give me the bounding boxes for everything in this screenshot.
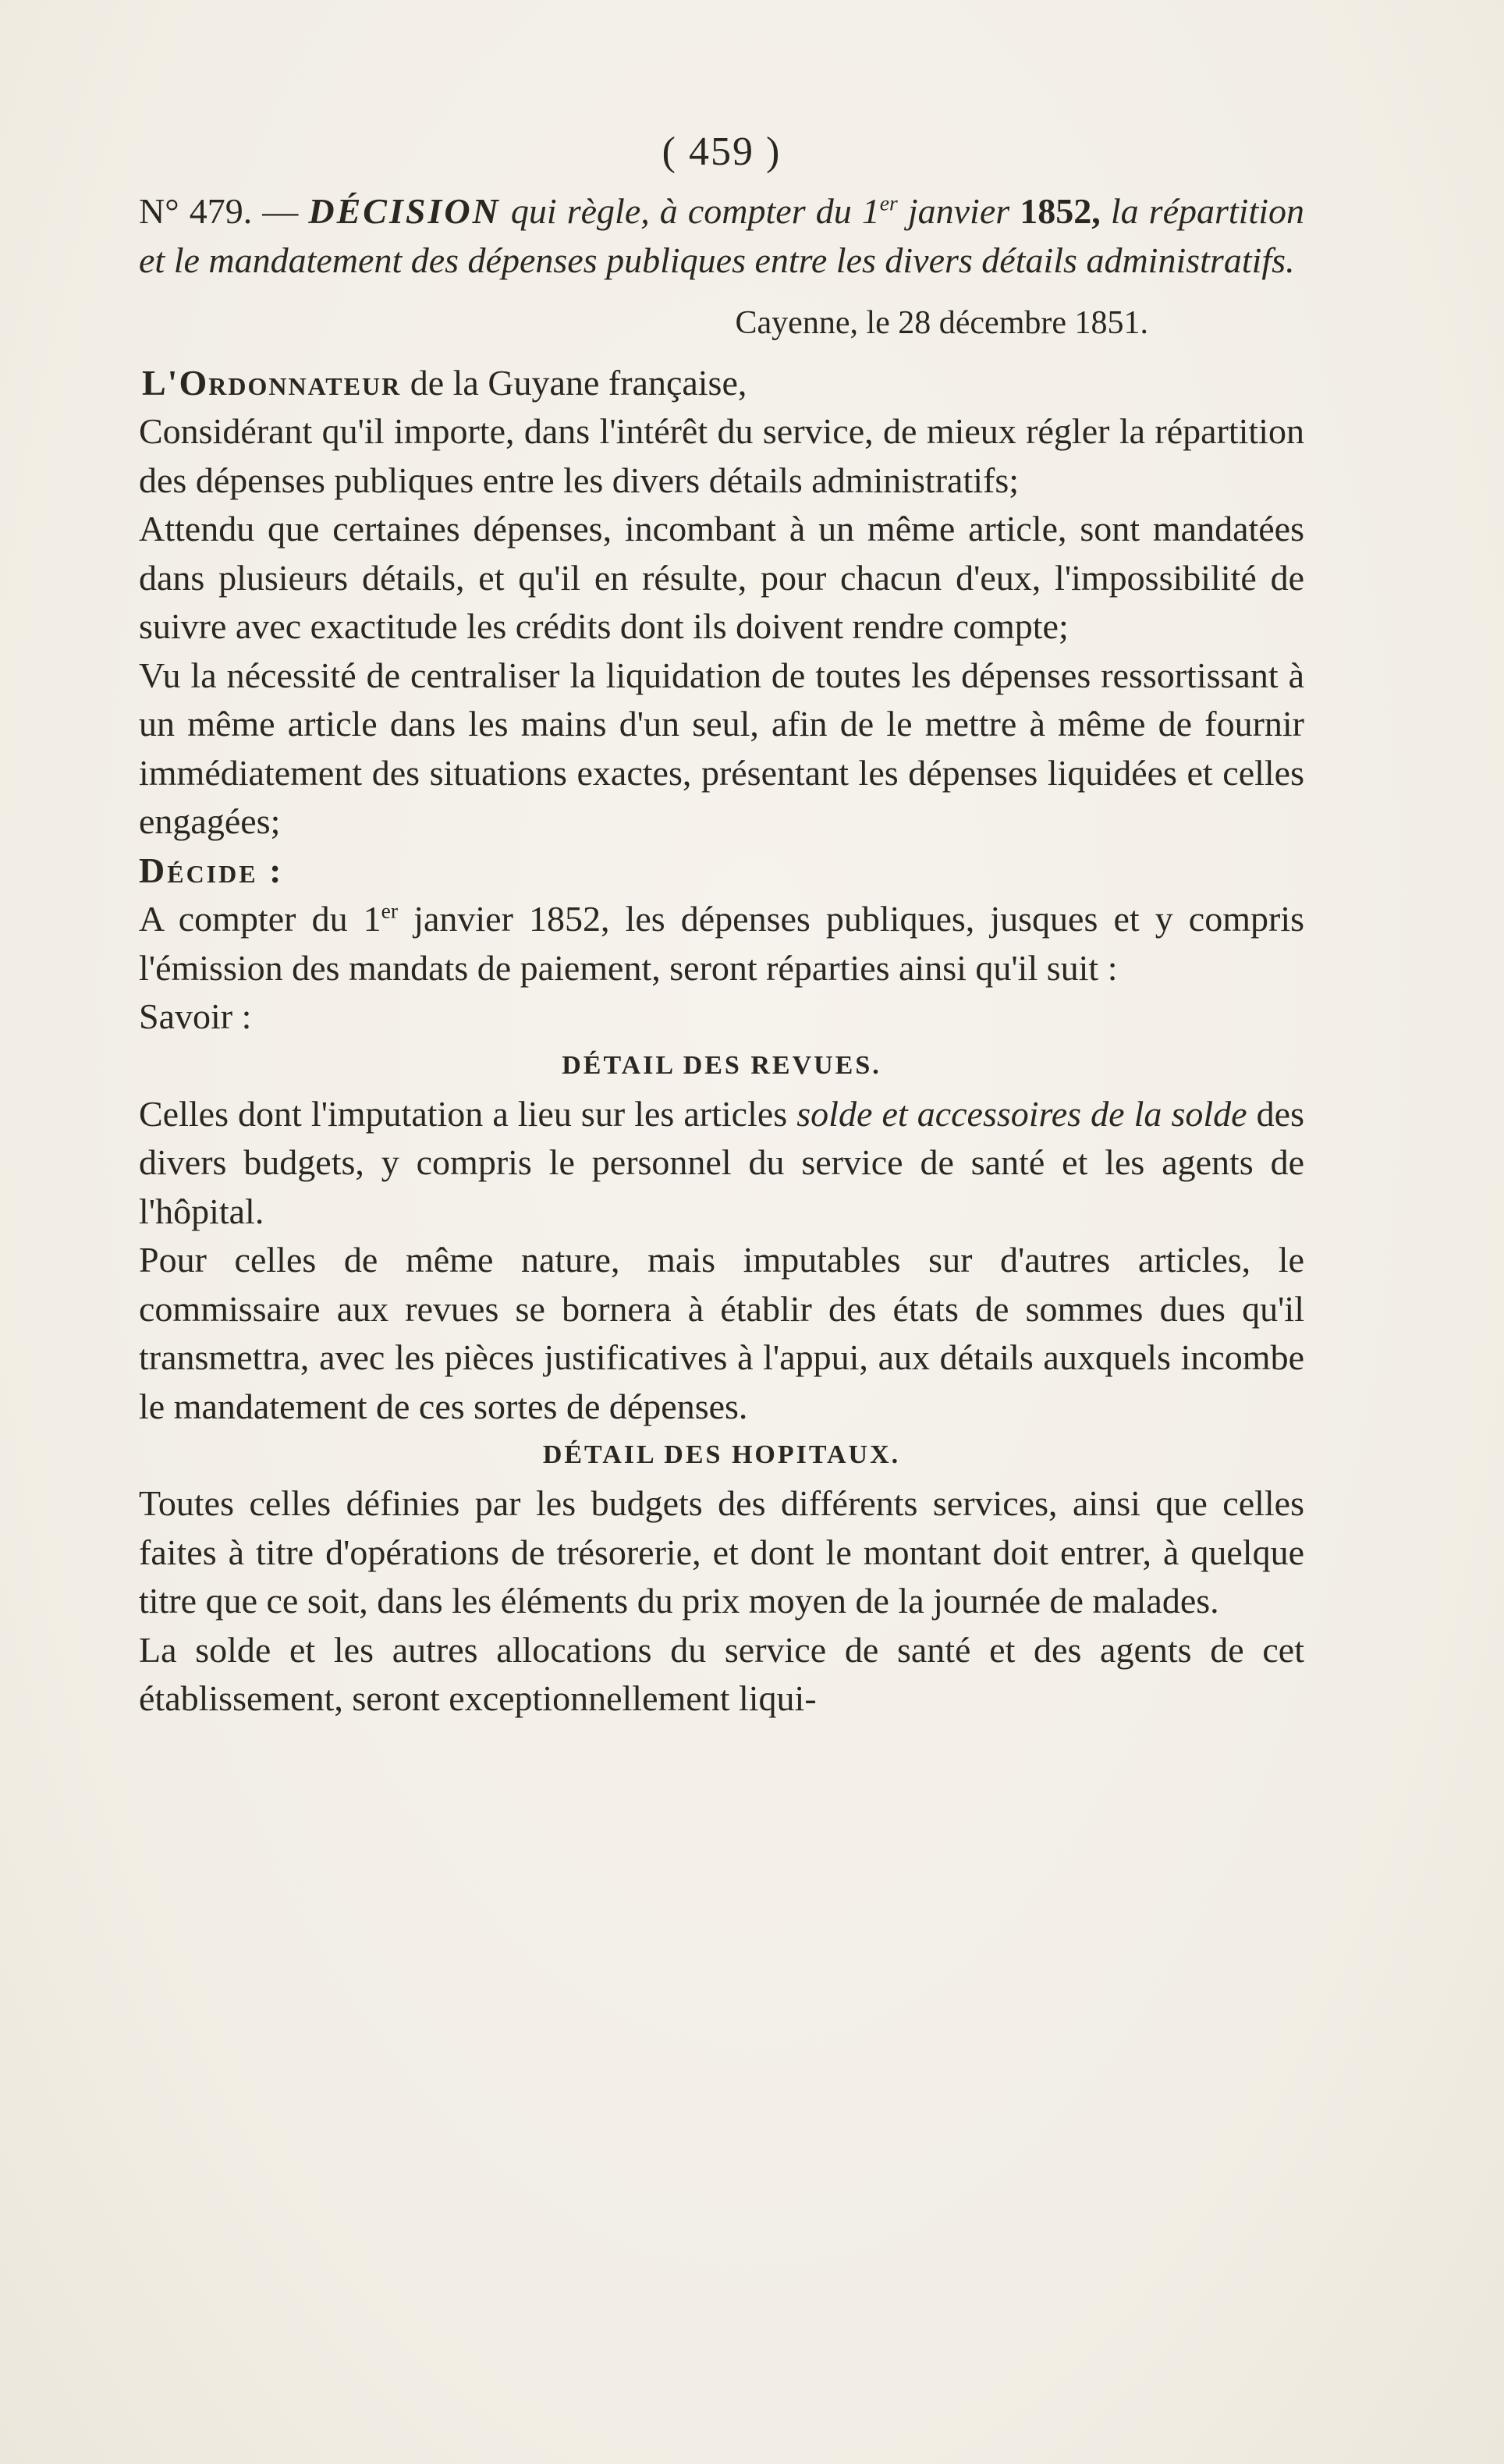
section-title-hopitaux: DÉTAIL DES HOPITAUX. (542, 1440, 901, 1469)
heading-text-3: la répartition et le mandatement des dépenses publiques entre les divers détails administratifs. (139, 191, 1305, 280)
paragraph-hopitaux-2: La solde et les autres allocations du service de santé et des agents de cet établissement, seront exceptionnellement liqui- (139, 1629, 1304, 1718)
paragraph-vu: Vu la nécessité de centraliser la liquidation de toutes les dépenses ressortissant à un même article dans les mains d'un seul, afin de le mettre à même de fournir immédiatement des situations exactes, présentant les dépenses liquidées et celles engagées; (139, 655, 1304, 841)
revues-p1-start: Celles dont l'imputation a lieu sur les articles (139, 1093, 788, 1134)
paragraph-attendu: Attendu que certaines dépenses, incombant à un même article, sont mandatées dans plusieurs détails, et qu'il en résulte, pour chacun d'eux, l'impossibilité de suivre avec exactitude les crédits dont ils doivent rendre compte; (139, 509, 1304, 646)
paragraph-considerant: Considérant qu'il importe, dans l'intérêt du service, de mieux régler la répartition des dépenses publiques entre les divers détails administratifs; (139, 411, 1304, 500)
article-sup: er (381, 898, 399, 923)
intro-line (139, 359, 1304, 408)
heading-year: 1852, (1020, 191, 1101, 231)
paragraph-article (139, 895, 1304, 992)
paragraph-revues-1 (139, 1090, 1304, 1237)
heading-text-2: janvier (907, 191, 1010, 231)
text-block (139, 125, 1304, 1724)
savoir-line: Savoir : (139, 996, 252, 1036)
decision-heading (139, 187, 1304, 285)
paragraph-revues-2: Pour celles de même nature, mais imputables sur d'autres articles, le commissaire aux revues se bornera à établir des états de sommes dues qu'il transmettra, avec les pièces justificatives à l'appui, aux détails auxquels incombe le mandatement de ces sortes de dépenses. (139, 1240, 1304, 1426)
article-text-1: A compter du 1 (139, 899, 381, 939)
revues-p1-italic: solde et accessoires de la solde (796, 1093, 1247, 1134)
intro-lead: L'Ordonnateur (142, 362, 402, 403)
decide-line: Décide : (139, 850, 284, 890)
paragraph-hopitaux-1: Toutes celles définies par les budgets des différents services, ainsi que celles faites à titre d'opérations de trésorerie, et dont le montant doit entrer, à quelque titre que ce soit, dans les éléments du prix moyen de la journée de malades. (139, 1483, 1304, 1621)
dateline: Cayenne, le 28 décembre 1851. (735, 305, 1148, 341)
article-text-2: janvier 1852, les dépenses publiques, jusques et y compris l'émission des mandats de paiement, seront réparties ainsi qu'il suit : (139, 899, 1305, 988)
decision-title-word: DÉCISION (308, 191, 501, 231)
heading-sup: er (879, 190, 898, 215)
decision-number: N° 479. — (139, 191, 299, 231)
heading-text-1: qui règle, à compter du 1 (510, 191, 880, 231)
section-title-revues: DÉTAIL DES REVUES. (562, 1050, 881, 1080)
revues-p1-end: des divers budgets, y compris le personnel du service de santé et les agents de l'hôpital. (139, 1093, 1304, 1231)
page-number: ( 459 ) (662, 130, 782, 174)
intro-rest: de la Guyane française, (410, 362, 747, 403)
